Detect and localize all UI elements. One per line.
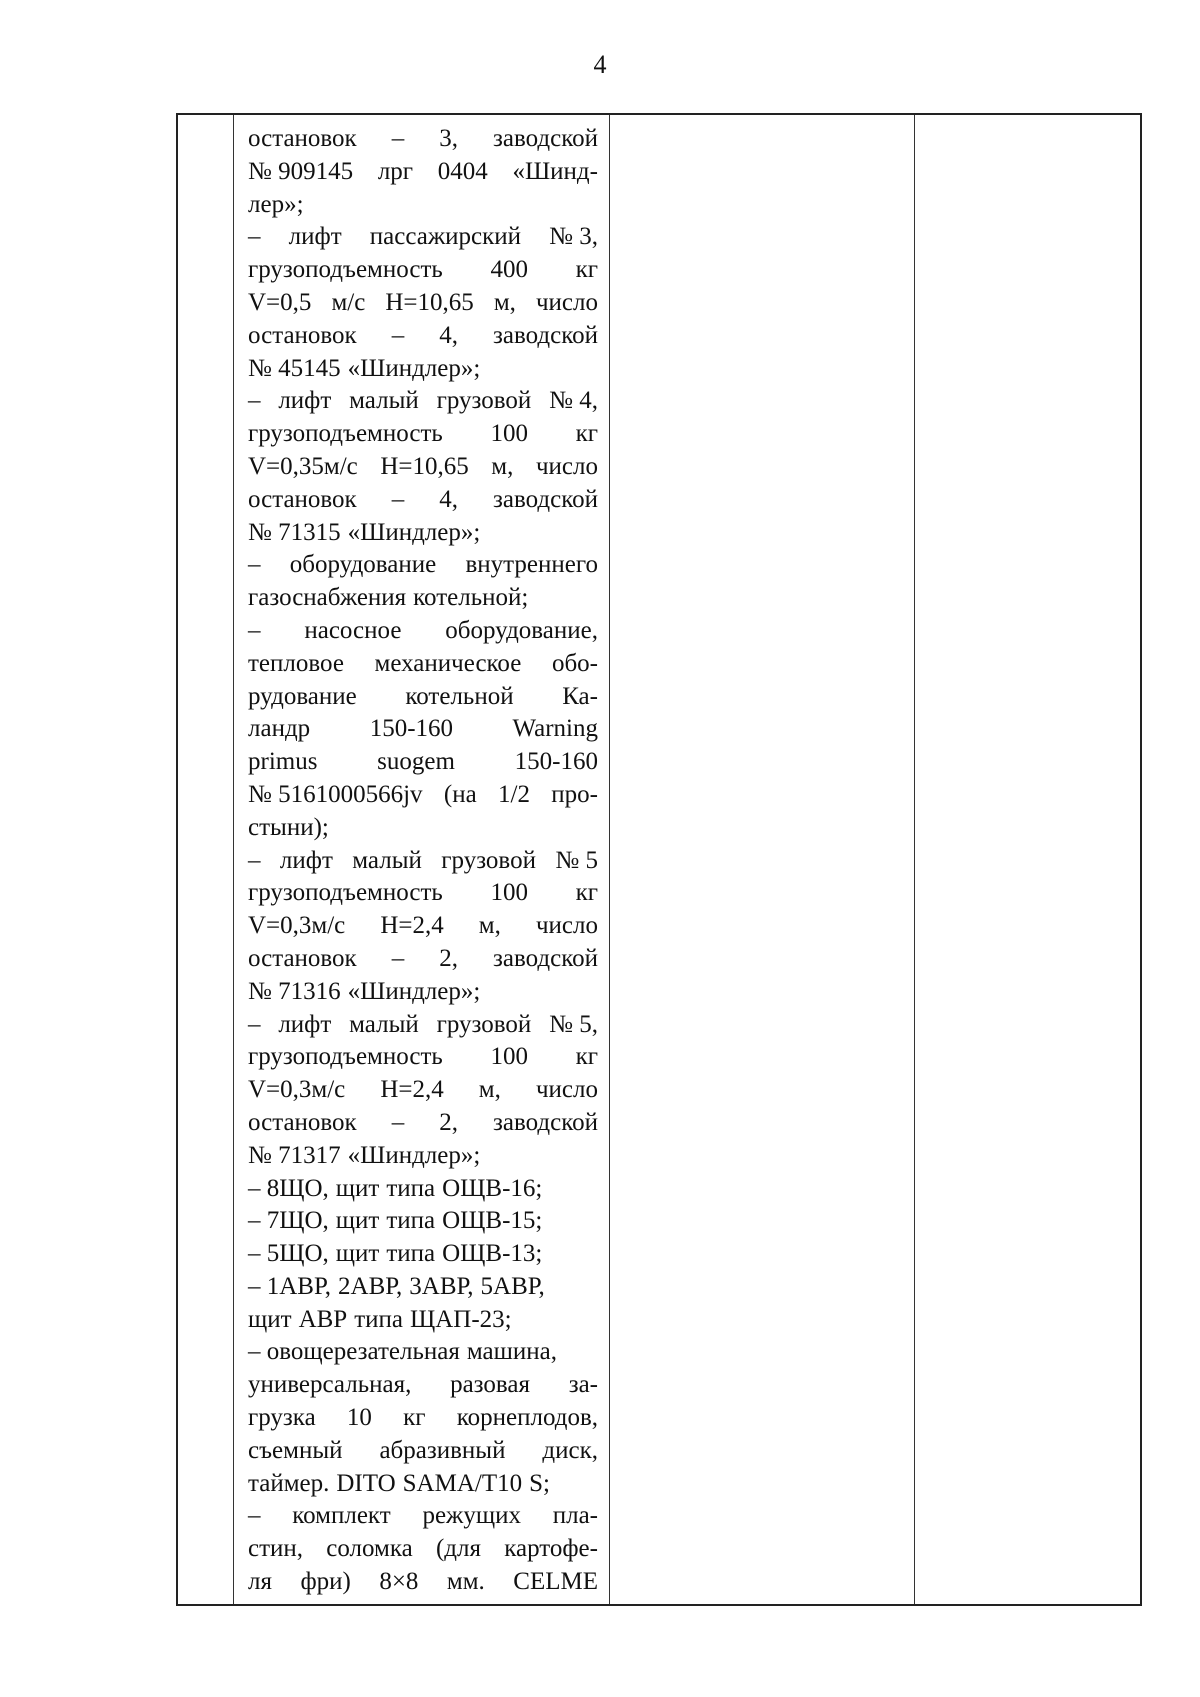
text-word: 0404 bbox=[437, 157, 488, 185]
text-word: ОЩВ-15; bbox=[442, 1207, 543, 1235]
text-line bbox=[248, 1074, 598, 1107]
text-word: число bbox=[535, 288, 598, 316]
text-word: остановок bbox=[248, 944, 357, 972]
text-word: м, bbox=[478, 912, 501, 940]
text-word: 4, bbox=[439, 485, 458, 513]
text-line bbox=[248, 812, 598, 845]
text-line bbox=[248, 1402, 598, 1435]
text-word: 100 bbox=[490, 879, 528, 907]
text-word: абразивный bbox=[379, 1436, 506, 1464]
text-word: малый bbox=[349, 1010, 419, 1038]
text-word: таймер. bbox=[248, 1469, 330, 1497]
text-word: число bbox=[535, 912, 598, 940]
text-word: грузовой bbox=[441, 846, 536, 874]
text-line bbox=[248, 1435, 598, 1468]
text-line bbox=[248, 1468, 598, 1501]
text-line bbox=[248, 287, 598, 320]
text-word: 3, bbox=[439, 125, 458, 152]
text-line bbox=[248, 385, 598, 418]
text-line bbox=[248, 615, 598, 648]
column-divider bbox=[914, 115, 915, 1604]
text-word: – bbox=[391, 485, 405, 513]
text-word: – bbox=[391, 125, 405, 152]
text-word: – 8ЩО, bbox=[248, 1174, 329, 1202]
text-word: щит bbox=[335, 1207, 380, 1235]
text-word: котельной; bbox=[413, 584, 529, 612]
text-word: № 5 bbox=[555, 846, 598, 874]
text-word: тепловое bbox=[248, 649, 344, 677]
text-word: H=2,4 bbox=[380, 1076, 444, 1104]
text-word: «Шиндлер»; bbox=[347, 518, 481, 546]
text-word: ЩАП-23; bbox=[409, 1305, 512, 1333]
text-word: № 71317 bbox=[248, 1141, 341, 1169]
text-word: H=2,4 bbox=[380, 912, 444, 940]
text-word: кг bbox=[575, 1043, 598, 1071]
text-word: грузоподъемность bbox=[248, 879, 443, 907]
text-word: (на bbox=[443, 780, 477, 808]
text-word: № 71316 bbox=[248, 977, 341, 1005]
text-word: пла- bbox=[552, 1502, 598, 1530]
text-word: щит bbox=[248, 1305, 292, 1333]
text-word: грузоподъемность bbox=[248, 420, 443, 448]
text-word: остановок bbox=[248, 125, 357, 152]
text-word: 4, bbox=[439, 321, 458, 349]
text-word: V=0,3м/с bbox=[248, 912, 346, 940]
text-word: АВР bbox=[298, 1305, 348, 1333]
text-word: ОЩВ-13; bbox=[442, 1240, 543, 1268]
text-word: стин, bbox=[248, 1535, 304, 1563]
text-word: H=10,65 bbox=[385, 288, 474, 316]
text-word: CELME bbox=[513, 1568, 598, 1596]
text-word: «Шиндлер»; bbox=[347, 1141, 481, 1169]
text-word: заводской bbox=[493, 485, 598, 513]
text-word: рудование bbox=[248, 682, 357, 710]
text-line bbox=[248, 1009, 598, 1042]
text-word: H=10,65 bbox=[380, 452, 469, 480]
text-word: за- bbox=[568, 1371, 598, 1399]
text-word: газоснабжения bbox=[248, 584, 407, 612]
text-word: – bbox=[248, 616, 261, 644]
text-word: типа bbox=[354, 1305, 403, 1333]
text-word: грузовой bbox=[436, 1010, 532, 1038]
text-word: лрг bbox=[377, 157, 414, 185]
text-word: остановок bbox=[248, 321, 357, 349]
text-word: «Шиндлер»; bbox=[347, 354, 481, 382]
text-line bbox=[248, 845, 598, 878]
text-word: – bbox=[248, 1502, 261, 1530]
text-word: 2, bbox=[439, 1108, 458, 1136]
text-word: корнеплодов, bbox=[456, 1404, 598, 1432]
text-word: грузка bbox=[248, 1404, 316, 1432]
text-line bbox=[248, 320, 598, 353]
text-line bbox=[248, 779, 598, 812]
text-word: комплект bbox=[292, 1502, 391, 1530]
text-line bbox=[248, 1304, 598, 1337]
text-word: ОЩВ-16; bbox=[442, 1174, 543, 1202]
text-word: № 909145 bbox=[248, 157, 354, 185]
text-line bbox=[248, 1271, 598, 1304]
text-line bbox=[248, 877, 598, 910]
text-word: лифт bbox=[278, 1010, 332, 1038]
text-line bbox=[248, 353, 598, 386]
text-line bbox=[248, 451, 598, 484]
text-line bbox=[248, 943, 598, 976]
text-word: оборудование bbox=[289, 551, 437, 579]
text-word: м, bbox=[493, 288, 516, 316]
text-word: щит bbox=[335, 1174, 380, 1202]
text-line bbox=[248, 418, 598, 451]
equipment-list-cell bbox=[248, 123, 598, 1599]
text-word: лифт bbox=[278, 387, 332, 415]
text-word: – bbox=[248, 551, 261, 579]
text-line bbox=[248, 1173, 598, 1206]
text-word: щит bbox=[335, 1240, 380, 1268]
text-line bbox=[248, 517, 598, 550]
text-word: № 4, bbox=[549, 387, 598, 415]
text-word: – 5ЩО, bbox=[248, 1240, 329, 1268]
text-word: 3АВР, bbox=[409, 1272, 474, 1300]
text-word: типа bbox=[386, 1174, 436, 1202]
text-line bbox=[248, 910, 598, 943]
text-word: про- bbox=[551, 780, 598, 808]
text-line bbox=[248, 1500, 598, 1533]
text-word: – bbox=[248, 1010, 261, 1038]
text-line bbox=[248, 189, 598, 222]
text-line bbox=[248, 582, 598, 615]
text-word: кг bbox=[575, 879, 598, 907]
text-word: Warning bbox=[512, 715, 598, 743]
text-word: внутреннего bbox=[465, 551, 598, 579]
text-word: заводской bbox=[493, 125, 598, 152]
text-line bbox=[248, 156, 598, 189]
text-word: primus bbox=[248, 748, 318, 776]
text-word: № 71315 bbox=[248, 518, 341, 546]
text-word: 100 bbox=[490, 1043, 528, 1071]
text-word: малый bbox=[349, 387, 419, 415]
text-word: типа bbox=[386, 1240, 436, 1268]
text-word: 400 bbox=[490, 256, 528, 284]
text-word: № 3, bbox=[549, 223, 598, 251]
text-word: фри) bbox=[300, 1568, 351, 1596]
text-word: остановок bbox=[248, 485, 357, 513]
text-word: заводской bbox=[493, 321, 598, 349]
text-line bbox=[248, 1533, 598, 1566]
text-line bbox=[248, 1369, 598, 1402]
text-word: – 1АВР, bbox=[248, 1272, 332, 1300]
text-word: – bbox=[248, 846, 261, 874]
text-word: 10 bbox=[346, 1404, 372, 1432]
text-word: кг bbox=[575, 420, 598, 448]
text-word: типа bbox=[386, 1207, 436, 1235]
text-word: Ка- bbox=[562, 682, 598, 710]
text-line bbox=[248, 1140, 598, 1173]
text-word: ландр bbox=[248, 715, 311, 743]
text-line bbox=[248, 1566, 598, 1599]
text-word: разовая bbox=[450, 1371, 530, 1399]
text-word: V=0,3м/с bbox=[248, 1076, 346, 1104]
text-word: № 5161000566jv bbox=[248, 780, 423, 808]
text-line bbox=[248, 976, 598, 1009]
text-word: пассажирский bbox=[369, 223, 521, 251]
text-word: 2АВР, bbox=[338, 1272, 403, 1300]
text-word: механическое bbox=[374, 649, 522, 677]
text-word: число bbox=[535, 1076, 598, 1104]
text-word: 1/2 bbox=[498, 780, 530, 808]
text-word: – bbox=[391, 944, 405, 972]
text-line bbox=[248, 123, 598, 156]
text-word: стыни); bbox=[248, 813, 329, 841]
text-line bbox=[248, 549, 598, 582]
text-word: ля bbox=[248, 1568, 272, 1596]
text-word: S; bbox=[529, 1469, 550, 1497]
text-word: – 7ЩО, bbox=[248, 1207, 329, 1235]
text-word: V=0,35м/с bbox=[248, 452, 358, 480]
text-word: – bbox=[248, 223, 261, 251]
text-word: лифт bbox=[279, 846, 333, 874]
text-word: грузоподъемность bbox=[248, 256, 443, 284]
text-word: соломка bbox=[326, 1535, 413, 1563]
text-word: «Шинд- bbox=[512, 157, 598, 185]
text-line bbox=[248, 1107, 598, 1140]
text-word: 5АВР, bbox=[480, 1272, 545, 1300]
text-word: машина, bbox=[466, 1338, 557, 1366]
equipment-table bbox=[176, 113, 1142, 1606]
text-word: SAMA/T10 bbox=[402, 1469, 523, 1497]
text-word: насосное bbox=[304, 616, 402, 644]
text-word: (для bbox=[435, 1535, 481, 1563]
text-word: диск, bbox=[542, 1436, 598, 1464]
text-word: кг bbox=[575, 256, 598, 284]
text-word: 150-160 bbox=[514, 748, 598, 776]
text-word: № 45145 bbox=[248, 354, 341, 382]
text-word: кг bbox=[403, 1404, 426, 1432]
text-word: – овощерезательная bbox=[248, 1338, 460, 1366]
text-word: лифт bbox=[288, 223, 342, 251]
text-word: 100 bbox=[490, 420, 528, 448]
text-line bbox=[248, 1205, 598, 1238]
text-word: № 5, bbox=[549, 1010, 598, 1038]
page-number: 4 bbox=[593, 50, 607, 79]
text-word: грузоподъемность bbox=[248, 1043, 443, 1071]
text-word: лер»; bbox=[248, 190, 304, 218]
text-word: – bbox=[391, 321, 405, 349]
text-line bbox=[248, 681, 598, 714]
text-line bbox=[248, 221, 598, 254]
text-word: грузовой bbox=[436, 387, 532, 415]
text-word: 150-160 bbox=[369, 715, 454, 743]
text-word: режущих bbox=[422, 1502, 521, 1530]
text-line bbox=[248, 1041, 598, 1074]
text-word: универсальная, bbox=[248, 1371, 412, 1399]
column-divider bbox=[609, 115, 610, 1604]
text-word: оборудование, bbox=[445, 616, 598, 644]
text-word: заводской bbox=[493, 944, 598, 972]
text-line bbox=[248, 1336, 598, 1369]
text-word: 8×8 bbox=[379, 1568, 419, 1596]
text-word: – bbox=[248, 387, 261, 415]
text-word: 2, bbox=[439, 944, 458, 972]
text-line bbox=[248, 746, 598, 779]
text-line bbox=[248, 713, 598, 746]
text-word: – bbox=[391, 1108, 405, 1136]
text-word: съемный bbox=[248, 1436, 343, 1464]
text-word: suogem bbox=[377, 748, 455, 776]
text-word: DITO bbox=[336, 1469, 396, 1497]
text-word: заводской bbox=[493, 1108, 598, 1136]
text-word: «Шиндлер»; bbox=[347, 977, 481, 1005]
text-word: малый bbox=[352, 846, 422, 874]
text-word: котельной bbox=[405, 682, 514, 710]
text-line bbox=[248, 254, 598, 287]
text-word: картофе- bbox=[504, 1535, 598, 1563]
text-line bbox=[248, 484, 598, 517]
text-word: число bbox=[535, 452, 598, 480]
text-word: м/с bbox=[331, 288, 366, 316]
text-word: остановок bbox=[248, 1108, 357, 1136]
text-word: обо- bbox=[551, 649, 598, 677]
text-word: м, bbox=[491, 452, 514, 480]
column-divider bbox=[233, 115, 234, 1604]
text-word: м, bbox=[478, 1076, 501, 1104]
text-word: V=0,5 bbox=[248, 288, 312, 316]
text-line bbox=[248, 648, 598, 681]
text-line bbox=[248, 1238, 598, 1271]
text-word: мм. bbox=[446, 1568, 485, 1596]
